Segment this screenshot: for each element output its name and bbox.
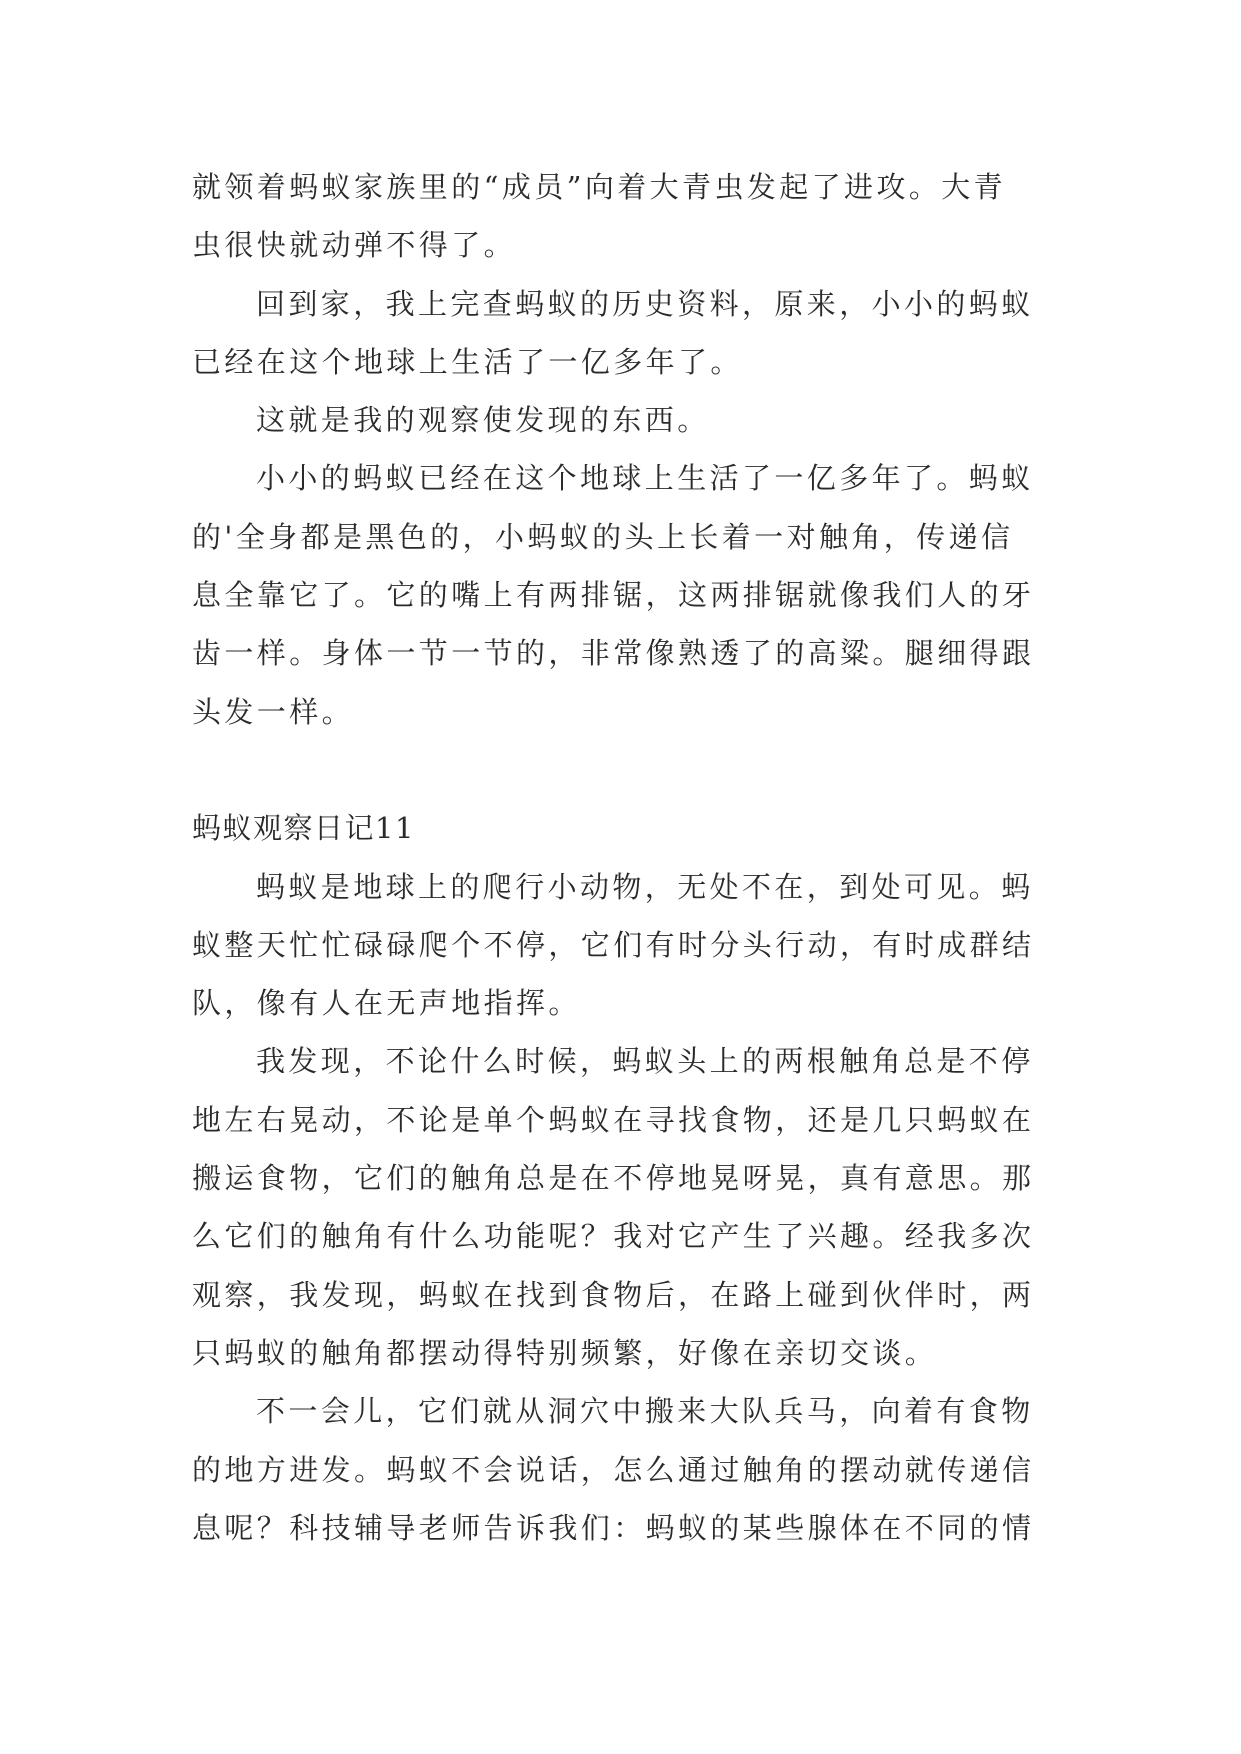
text-line: 齿一样。身体一节一节的，非常像熟透了的高粱。腿细得跟 <box>192 636 1035 671</box>
text-line: 地左右晃动，不论是单个蚂蚁在寻找食物，还是几只蚂蚁在 <box>192 1102 1035 1137</box>
text-line: 息呢？科技辅导老师告诉我们：蚂蚁的某些腺体在不同的情 <box>192 1510 1035 1545</box>
text-line: 队，像有人在无声地指挥。 <box>192 986 581 1021</box>
text-line: 的'全身都是黑色的，小蚂蚁的头上长着一对触角，传递信 <box>192 519 1014 554</box>
text-line: 搬运食物，它们的触角总是在不停地晃呀晃，真有意思。那 <box>192 1161 1035 1196</box>
paragraph-start-line: 小小的蚂蚁已经在这个地球上生活了一亿多年了。蚂蚁 <box>256 461 1034 496</box>
text-line: 蚁整天忙忙碌碌爬个不停，它们有时分头行动，有时成群结 <box>192 927 1035 962</box>
paragraph-start-line: 这就是我的观察使发现的东西。 <box>256 403 710 438</box>
text-line: 只蚂蚁的触角都摆动得特别频繁，好像在亲切交谈。 <box>192 1335 938 1370</box>
text-line: 观察，我发现，蚂蚁在找到食物后，在路上碰到伙伴时，两 <box>192 1277 1035 1312</box>
paragraph-start-line: 不一会儿，它们就从洞穴中搬来大队兵马，向着有食物 <box>256 1394 1034 1429</box>
text-line: 已经在这个地球上生活了一亿多年了。 <box>192 344 743 379</box>
section-heading: 蚂蚁观察日记11 <box>192 811 415 846</box>
paragraph-start-line: 蚂蚁是地球上的爬行小动物，无处不在，到处可见。蚂 <box>256 869 1034 904</box>
text-line: 的地方进发。蚂蚁不会说话，怎么通过触角的摆动就传递信 <box>192 1452 1035 1487</box>
text-line: 头发一样。 <box>192 694 355 729</box>
paragraph-start-line: 我发现，不论什么时候，蚂蚁头上的两根触角总是不停 <box>256 1044 1034 1079</box>
section-gap <box>192 741 1052 799</box>
text-line: 么它们的触角有什么功能呢？我对它产生了兴趣。经我多次 <box>192 1219 1035 1254</box>
document-body <box>192 158 1052 1557</box>
text-line: 就领着蚂蚁家族里的“成员”向着大青虫发起了进攻。大青 <box>192 170 1007 204</box>
text-line: 息全靠它了。它的嘴上有两排锯，这两排锯就像我们人的牙 <box>192 578 1035 613</box>
paragraph-start-line: 回到家，我上完查蚂蚁的历史资料，原来，小小的蚂蚁 <box>256 286 1034 321</box>
text-line: 虫很快就动弹不得了。 <box>192 228 517 263</box>
